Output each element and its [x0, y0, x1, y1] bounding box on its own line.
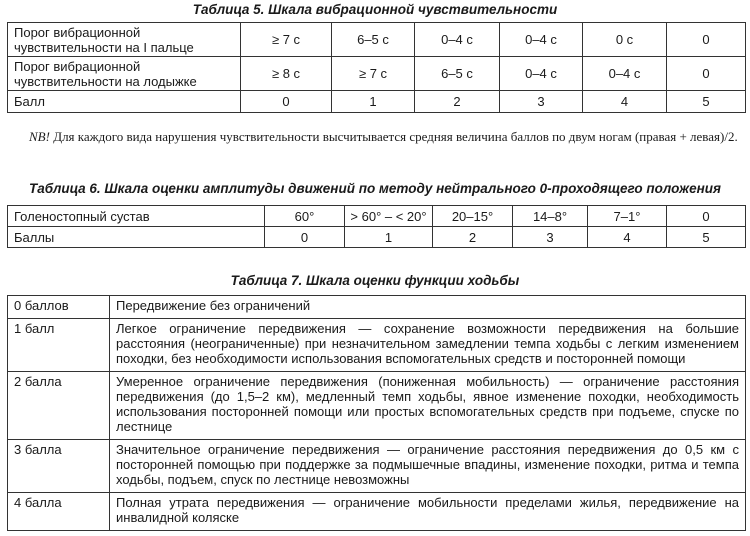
row-label: Голеностопный сустав [8, 206, 265, 227]
score-cell: 0 баллов [8, 296, 110, 319]
table-cell: 7–1° [588, 206, 667, 227]
table-cell: 0 [667, 206, 746, 227]
table-row [8, 493, 746, 531]
range-of-motion-table [7, 205, 746, 248]
table-row [8, 319, 746, 372]
table5-caption: Таблица 5. Шкала вибрационной чувствительности [192, 2, 558, 17]
table-row [8, 57, 746, 91]
table-cell: 5 [667, 91, 746, 113]
table-cell: 3 [513, 227, 588, 248]
table-row [8, 296, 746, 319]
table-cell: > 60° – < 20° [345, 206, 433, 227]
table-cell: 0–4 с [583, 57, 667, 91]
table-cell: 0 [265, 227, 345, 248]
table-cell: 14–8° [513, 206, 588, 227]
table-cell: 0 [241, 91, 332, 113]
table-row [8, 23, 746, 57]
score-cell: 2 балла [8, 372, 110, 440]
table-cell: 2 [433, 227, 513, 248]
table-cell: 20–15° [433, 206, 513, 227]
table-cell: 4 [583, 91, 667, 113]
table-cell: 0 с [583, 23, 667, 57]
table-cell: 4 [588, 227, 667, 248]
gait-function-table [7, 295, 746, 531]
row-label: Порог вибрационной чувствительности на I пальце [8, 23, 241, 57]
table-cell: ≥ 8 с [241, 57, 332, 91]
row-label: Баллы [8, 227, 265, 248]
score-cell: 3 балла [8, 440, 110, 493]
vibration-sensitivity-table [7, 22, 746, 113]
table-row [8, 206, 746, 227]
description-cell: Полная утрата передвижения — ограничение мобильности пределами жилья, передвижение на инвалидной коляске [110, 493, 746, 531]
table-row [8, 372, 746, 440]
description-cell: Умеренное ограничение передвижения (пониженная мобильность) — ограничение расстояния передвижения (до 1,5–2 км), медленный темп ходьбы, явное изменение походки, необходимость использования посторонней помощи или простых вспомогательных средств при подъеме, спуске по лестнице [110, 372, 746, 440]
table-cell: 0–4 с [500, 23, 583, 57]
table-row [8, 227, 746, 248]
table-cell: 2 [415, 91, 500, 113]
table-cell: ≥ 7 с [332, 57, 415, 91]
table6-caption: Таблица 6. Шкала оценки амплитуды движений по методу нейтрального 0-проходящего положения [29, 181, 721, 196]
table7-caption: Таблица 7. Шкала оценки функции ходьбы [230, 273, 520, 288]
table-cell: ≥ 7 с [241, 23, 332, 57]
table-cell: 3 [500, 91, 583, 113]
note-text: Для каждого вида нарушения чувствительности высчитывается средняя величина баллов по двум ногам (правая + левая)/2. [49, 129, 738, 144]
nb-note [7, 128, 743, 145]
table-cell: 6–5 с [332, 23, 415, 57]
score-cell: 1 балл [8, 319, 110, 372]
table-cell: 0 [667, 57, 746, 91]
row-label: Порог вибрационной чувствительности на лодыжке [8, 57, 241, 91]
description-cell: Легкое ограничение передвижения — сохранение возможности передвижения на большие расстояния (неограниченные) при незначительном замедлении темпа ходьбы с легким изменением походки, без необходимости использования вспомогательных средств и посторонней помощи [110, 319, 746, 372]
description-cell: Передвижение без ограничений [110, 296, 746, 319]
description-cell: Значительное ограничение передвижения — ограничение расстояния передвижения до 0,5 км с посторонней помощью при поддержке за подмышечные впадины, изменение походки, ритма и темпа ходьбы, подъем, спуск по лестнице невозможны [110, 440, 746, 493]
table-cell: 5 [667, 227, 746, 248]
table-cell: 0–4 с [500, 57, 583, 91]
table-cell: 1 [332, 91, 415, 113]
score-cell: 4 балла [8, 493, 110, 531]
row-label: Балл [8, 91, 241, 113]
table-cell: 1 [345, 227, 433, 248]
table-row [8, 440, 746, 493]
table-row [8, 91, 746, 113]
table-cell: 6–5 с [415, 57, 500, 91]
table-cell: 0–4 с [415, 23, 500, 57]
note-lead: NB! [29, 129, 50, 144]
table-cell: 60° [265, 206, 345, 227]
table-cell: 0 [667, 23, 746, 57]
